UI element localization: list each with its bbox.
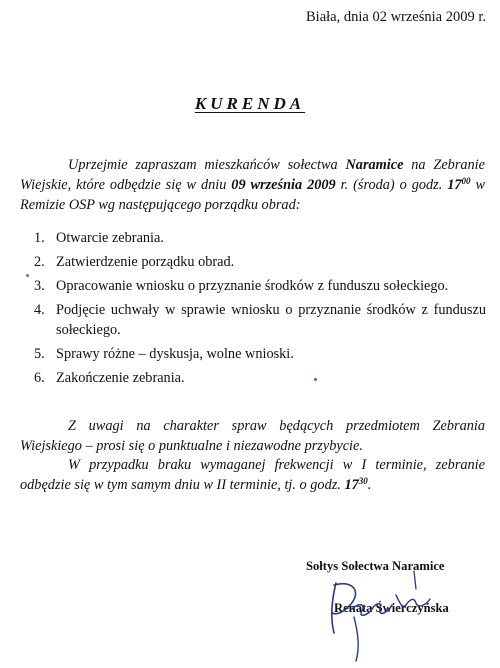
agenda-number: 6. [34,370,45,386]
meeting-hour: 17 [447,177,462,193]
ink-dot [26,274,29,277]
agenda-text: Zatwierdzenie porządku obrad. [56,254,235,270]
document-title: KURENDA [194,94,306,113]
meeting-minutes: 00 [461,176,471,186]
note-text: Z uwagi na charakter spraw będących przedmiotem Zebrania Wiejskiego – prosi się o punktualne i niezawodne przybycie. [20,418,485,454]
intro-text-1: Uprzejmie zapraszam mieszkańców sołectwa [68,157,346,173]
quorum-text: W przypadku braku wymaganej frekwencji w I terminie, zebranie odbędzie się w tym samym dniu w II terminie, tj. o godz. [20,457,485,493]
quorum-note [20,455,485,495]
agenda-number: 5. [34,346,45,362]
intro-text-4: w Remizie OSP wg następującego porządku obrad: [20,177,485,213]
village-name: Naramice [345,157,404,173]
second-term-minutes: 30 [358,476,368,486]
intro-text-2: na Zebranie Wiejskie, które odbędzie się w dniu [20,157,485,193]
agenda-number: 2. [34,254,45,270]
date-line: Biała, dnia 02 września 2009 r. [306,9,486,25]
agenda-item [34,276,486,296]
agenda-text: Podjęcie uchwały w sprawie wniosku o przyznanie środków z funduszu sołeckiego. [56,302,486,338]
agenda-number: 4. [34,302,45,318]
agenda-text: Sprawy różne – dyskusja, wolne wnioski. [56,346,294,362]
punctuality-note [20,416,485,456]
agenda-item [34,252,486,272]
second-term-hour: 17 [344,477,359,493]
agenda-item [34,228,486,248]
agenda-item [34,344,486,364]
agenda-list [34,228,486,392]
second-term-time [344,477,367,493]
handwritten-signature-icon [296,565,476,665]
meeting-time [447,177,470,193]
quorum-end: . [367,477,372,493]
agenda-item [34,300,486,340]
agenda-text: Opracowanie wniosku o przyznanie środków z funduszu sołeckiego. [56,278,449,294]
agenda-text: Otwarcie zebrania. [56,230,164,246]
agenda-item [34,368,486,388]
invitation-paragraph [20,155,485,215]
agenda-text: Zakończenie zebrania. [56,370,185,386]
agenda-number: 1. [34,230,45,246]
meeting-date: 09 września 2009 [231,177,336,193]
signatory-name: Renata Świerczyńska [334,601,449,615]
signatory-role: Sołtys Sołectwa Naramice [306,559,445,573]
agenda-number: 3. [34,278,45,294]
ink-dot [314,378,317,381]
intro-text-3: r. (środa) o godz. [335,177,448,193]
